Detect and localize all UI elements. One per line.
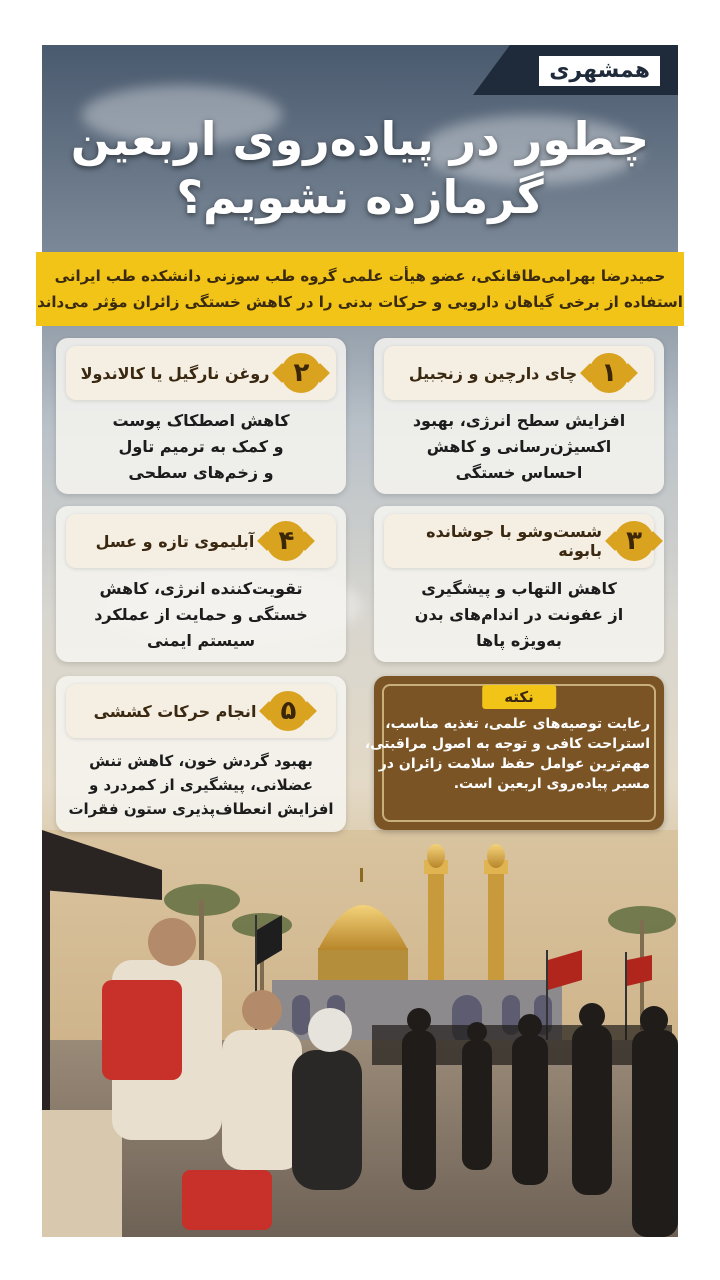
tip-line: کاهش اصطکاک پوست (112, 411, 290, 430)
intro-band (36, 252, 684, 326)
number-badge (266, 521, 306, 561)
page-title (42, 110, 678, 226)
title-line-2: گرمازده نشویم؟ (176, 170, 544, 224)
tip-title: چای دارچین و زنجبیل (408, 363, 578, 383)
note-line: مهم‌ترین عوامل حفظ سلامت زائران در (378, 756, 650, 772)
tip-title: انجام حرکات کششی (93, 701, 257, 721)
number-badge (614, 521, 654, 561)
tip-card-header (66, 514, 336, 568)
tip-description (68, 578, 334, 652)
tip-line: و کمک به ترمیم تاول (118, 437, 284, 456)
intro-line-1: حمیدرضا بهرامی‌طاقانکی، عضو هیأت علمی گروه طب سوزنی دانشکده طب ایرانی (54, 267, 666, 285)
tip-number: ۵ (280, 696, 297, 726)
note-line: استراحت کافی و توجه به اصول مراقبتی، (364, 736, 650, 752)
tip-card-4 (56, 506, 346, 662)
tip-line: اکسیژن‌رسانی و کاهش (426, 437, 612, 456)
tip-line: عضلانی، پیشگیری از کمردرد و (89, 776, 313, 794)
tip-line: به‌ویژه پاها (476, 631, 562, 650)
tip-line: افزایش سطح انرژی، بهبود (412, 411, 626, 430)
tip-line: از عفونت در اندام‌های بدن (414, 605, 624, 624)
note-line: رعایت توصیه‌های علمی، تغذیه مناسب، (385, 716, 650, 732)
tip-line: بهبود گردش خون، کاهش تنش (89, 752, 313, 770)
tip-description (68, 410, 334, 484)
tip-card-1 (374, 338, 664, 494)
tip-card-2 (56, 338, 346, 494)
tip-line: کاهش التهاب و پیشگیری (421, 579, 617, 598)
number-badge (268, 691, 308, 731)
tip-line: احساس خستگی (455, 463, 583, 482)
tip-title: شست‌وشو با جوشانده بابونه (426, 522, 602, 560)
tip-number: ۳ (626, 526, 642, 556)
tip-description (68, 748, 334, 822)
tip-card-3 (374, 506, 664, 662)
tip-card-header (384, 346, 654, 400)
tip-line: خستگی و حمایت از عملکرد (94, 605, 308, 624)
tip-description (386, 410, 652, 484)
note-box (364, 676, 664, 830)
brand-logo: همشهری (539, 56, 660, 86)
number-badge (281, 353, 321, 393)
tip-line: و زخم‌های سطحی (128, 463, 274, 482)
tip-line: افزایش انعطاف‌پذیری ستون فقرات (68, 800, 334, 818)
tip-line: تقویت‌کننده انرژی، کاهش (99, 579, 303, 598)
note-line: مسیر پیاده‌روی اربعین است. (453, 776, 650, 792)
number-badge (589, 353, 629, 393)
tip-title: آبلیموی تازه و عسل (95, 531, 255, 551)
tip-title: روغن نارگیل یا کالاندولا (80, 363, 270, 383)
tip-card-header (384, 514, 654, 568)
tip-number: ۲ (293, 358, 310, 388)
tip-card-5 (56, 676, 346, 832)
shrine-scene-illustration (42, 830, 678, 1237)
tip-number: ۱ (601, 358, 618, 388)
intro-line-2: استفاده از برخی گیاهان دارویی و حرکات بدنی را در کاهش خستگی زائران مؤثر می‌داند (37, 293, 683, 311)
tip-card-header (66, 684, 336, 738)
tip-card-header (66, 346, 336, 400)
tip-number: ۴ (278, 526, 295, 556)
tip-description (386, 578, 652, 652)
note-text (364, 714, 650, 794)
note-label: نکته (482, 685, 556, 709)
title-line-1: چطور در پیاده‌روی اربعین (70, 112, 650, 166)
tip-line: سیستم ایمنی (146, 631, 256, 650)
